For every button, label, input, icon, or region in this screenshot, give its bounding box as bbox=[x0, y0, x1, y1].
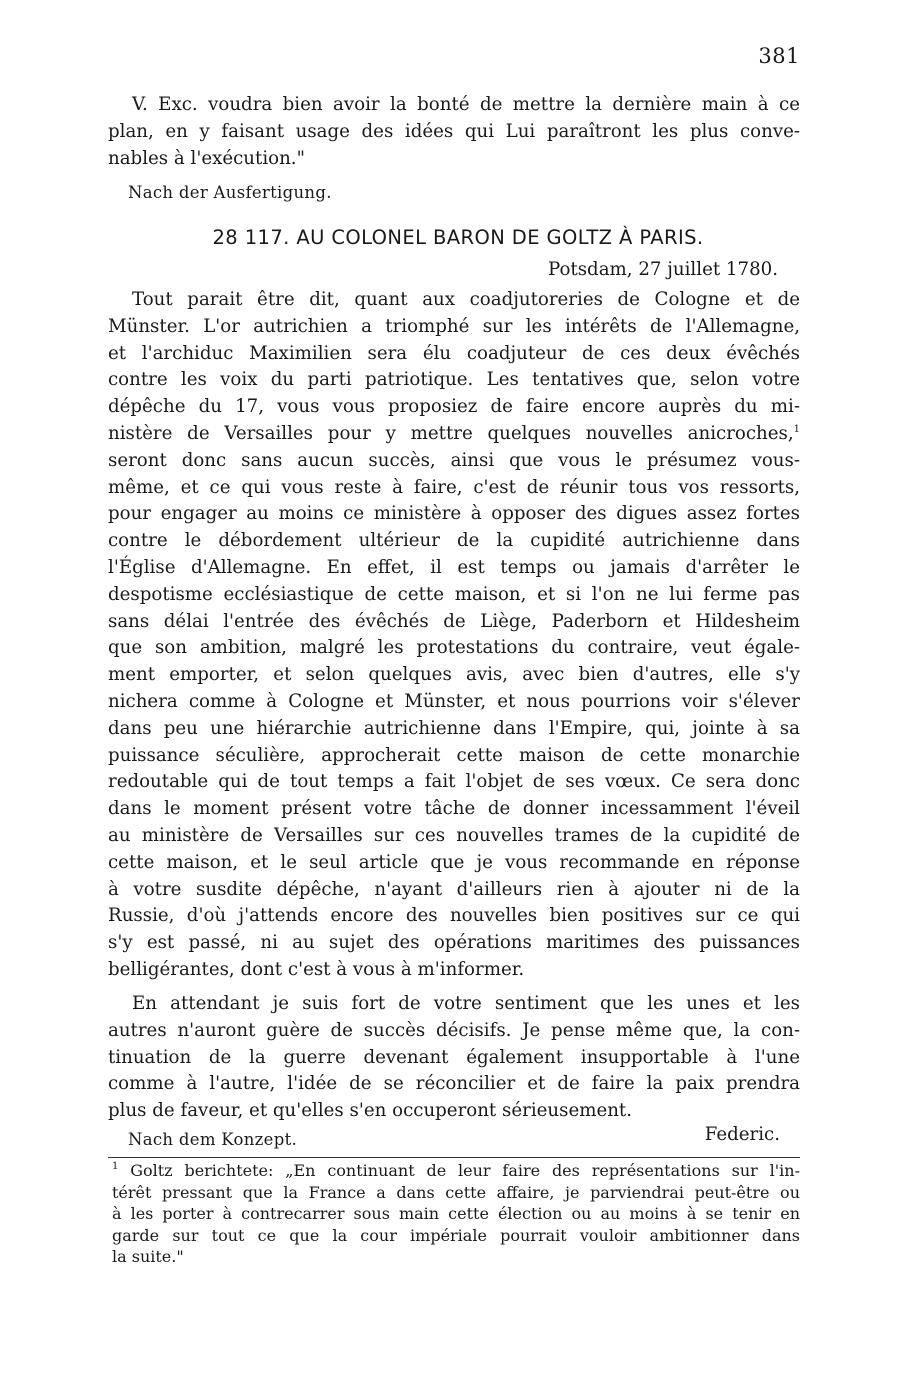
text-line: cette maison, et le seul article que je vous recommande en réponse bbox=[108, 851, 800, 873]
intro-text bbox=[108, 92, 800, 172]
text-line: pour engager au moins ce ministère à opposer des digues assez fortes bbox=[108, 503, 800, 525]
footnote-first-line bbox=[112, 1160, 800, 1182]
text-line: même, et ce qui vous reste à faire, c'est de réunir tous vos ressorts, bbox=[108, 476, 800, 498]
signature: Federic. bbox=[704, 1124, 780, 1145]
text-line-with-footnote bbox=[108, 421, 800, 448]
text-line: Tout parait être dit, quant aux coadjutoreries de Cologne et de bbox=[132, 289, 800, 310]
text-line: térêt pressant que la France a dans cette affaire, je parviendrai peut-être ou bbox=[112, 1182, 800, 1202]
text-line: redoutable qui de tout temps a fait l'objet de ses vœux. Ce sera donc bbox=[108, 771, 800, 793]
text-line: à votre susdite dépêche, n'ayant d'ailleurs rien à ajouter ni de la bbox=[108, 878, 800, 900]
text-line: despotisme ecclésiastique de cette maison, et si l'on ne lui ferme pas bbox=[108, 583, 800, 605]
text-line: contre les voix du parti patriotique. Les tentatives que, selon votre bbox=[108, 369, 800, 391]
text-line: nistère de Versailles pour y mettre quelques nouvelles anicroches, bbox=[108, 422, 794, 444]
text-line: garde sur tout ce que la cour impériale pourrait vouloir ambitionner dans bbox=[112, 1225, 800, 1245]
text-line: plus de faveur, et qu'elles s'en occuperont sérieusement. bbox=[108, 1100, 633, 1122]
dateline: Potsdam, 27 juillet 1780. bbox=[547, 259, 778, 280]
footnote bbox=[112, 1160, 800, 1268]
letter-paragraph-1 bbox=[108, 287, 800, 984]
text-line: Goltz berichtete: „En continuant de leur faire des représentations sur l'in- bbox=[130, 1161, 800, 1180]
text-line: plan, en y faisant usage des idées qui Lui paraîtront les plus conve- bbox=[108, 120, 800, 142]
text-line: puissance séculière, approcherait cette maison de cette monarchie bbox=[108, 744, 800, 766]
text-line: dans peu une hiérarchie autrichienne dans l'Empire, qui, jointe à sa bbox=[108, 717, 800, 739]
letter-source-note: Nach dem Konzept. bbox=[128, 1130, 298, 1149]
text-line: ment emporter, et selon quelques avis, avec bien d'autres, elle s'y bbox=[108, 664, 800, 686]
text-line: l'Église d'Allemagne. En effet, il est temps ou jamais d'arrêter le bbox=[108, 556, 800, 578]
text-line: au ministère de Versailles sur ces nouvelles trames de la cupidité de bbox=[108, 824, 800, 846]
text-line: à les porter à contrecarrer sous main cette élection ou au moins à se tenir en bbox=[112, 1204, 800, 1223]
text-line: Münster. L'or autrichien a triomphé sur les intérêts de l'Allemagne, bbox=[108, 315, 800, 337]
text-line: que son ambition, malgré les protestations du contraire, veut égale- bbox=[108, 637, 800, 659]
text-line: contre le débordement ultérieur de la cupidité autrichienne dans bbox=[108, 530, 800, 552]
text-line: dans le moment présent votre tâche de donner incessamment l'éveil bbox=[108, 798, 800, 820]
text-line: nichera comme à Cologne et Münster, et nous pourrions voir s'élever bbox=[108, 690, 800, 712]
text-line: tinuation de la guerre devenant également insupportable à l'une bbox=[108, 1046, 800, 1068]
text-line: comme à l'autre, l'idée de se réconcilier et de faire la paix prendra bbox=[108, 1073, 800, 1095]
text-line: dépêche du 17, vous vous proposiez de faire encore auprès du mi- bbox=[108, 396, 800, 418]
text-line: nables à l'exécution." bbox=[108, 147, 305, 169]
footnote-marker: 1 bbox=[112, 1161, 119, 1172]
text-line: En attendant je suis fort de votre sentiment que les unes et les bbox=[132, 993, 800, 1014]
text-line: autres n'auront guère de succès décisifs. Je pense même que, la con- bbox=[108, 1019, 800, 1041]
footnote-reference[interactable]: 1 bbox=[793, 423, 800, 435]
letter-paragraph-2 bbox=[108, 991, 800, 1125]
text-line: V. Exc. voudra bien avoir la bonté de mettre la dernière main à ce bbox=[132, 94, 800, 115]
intro-source-note: Nach der Ausfertigung. bbox=[128, 183, 332, 202]
text-line: la suite." bbox=[112, 1247, 184, 1266]
letter-heading: 28 117. AU COLONEL BARON DE GOLTZ À PARIS. bbox=[212, 226, 704, 249]
text-line: et l'archiduc Maximilien sera élu coadjuteur de ces deux évêchés bbox=[108, 342, 800, 364]
text-line: belligérantes, dont c'est à vous à m'informer. bbox=[108, 958, 525, 980]
footnote-divider bbox=[108, 1157, 800, 1158]
text-line: sans délai l'entrée des évêchés de Liège, Paderborn et Hildesheim bbox=[108, 610, 800, 632]
page-number: 381 bbox=[758, 44, 800, 68]
text-line: seront donc sans aucun succès, ainsi que vous le présumez vous- bbox=[108, 449, 800, 471]
text-line: s'y est passé, ni au sujet des opérations maritimes des puissances bbox=[108, 932, 800, 954]
text-line: Russie, d'où j'attends encore des nouvelles bien positives sur ce qui bbox=[108, 905, 800, 927]
